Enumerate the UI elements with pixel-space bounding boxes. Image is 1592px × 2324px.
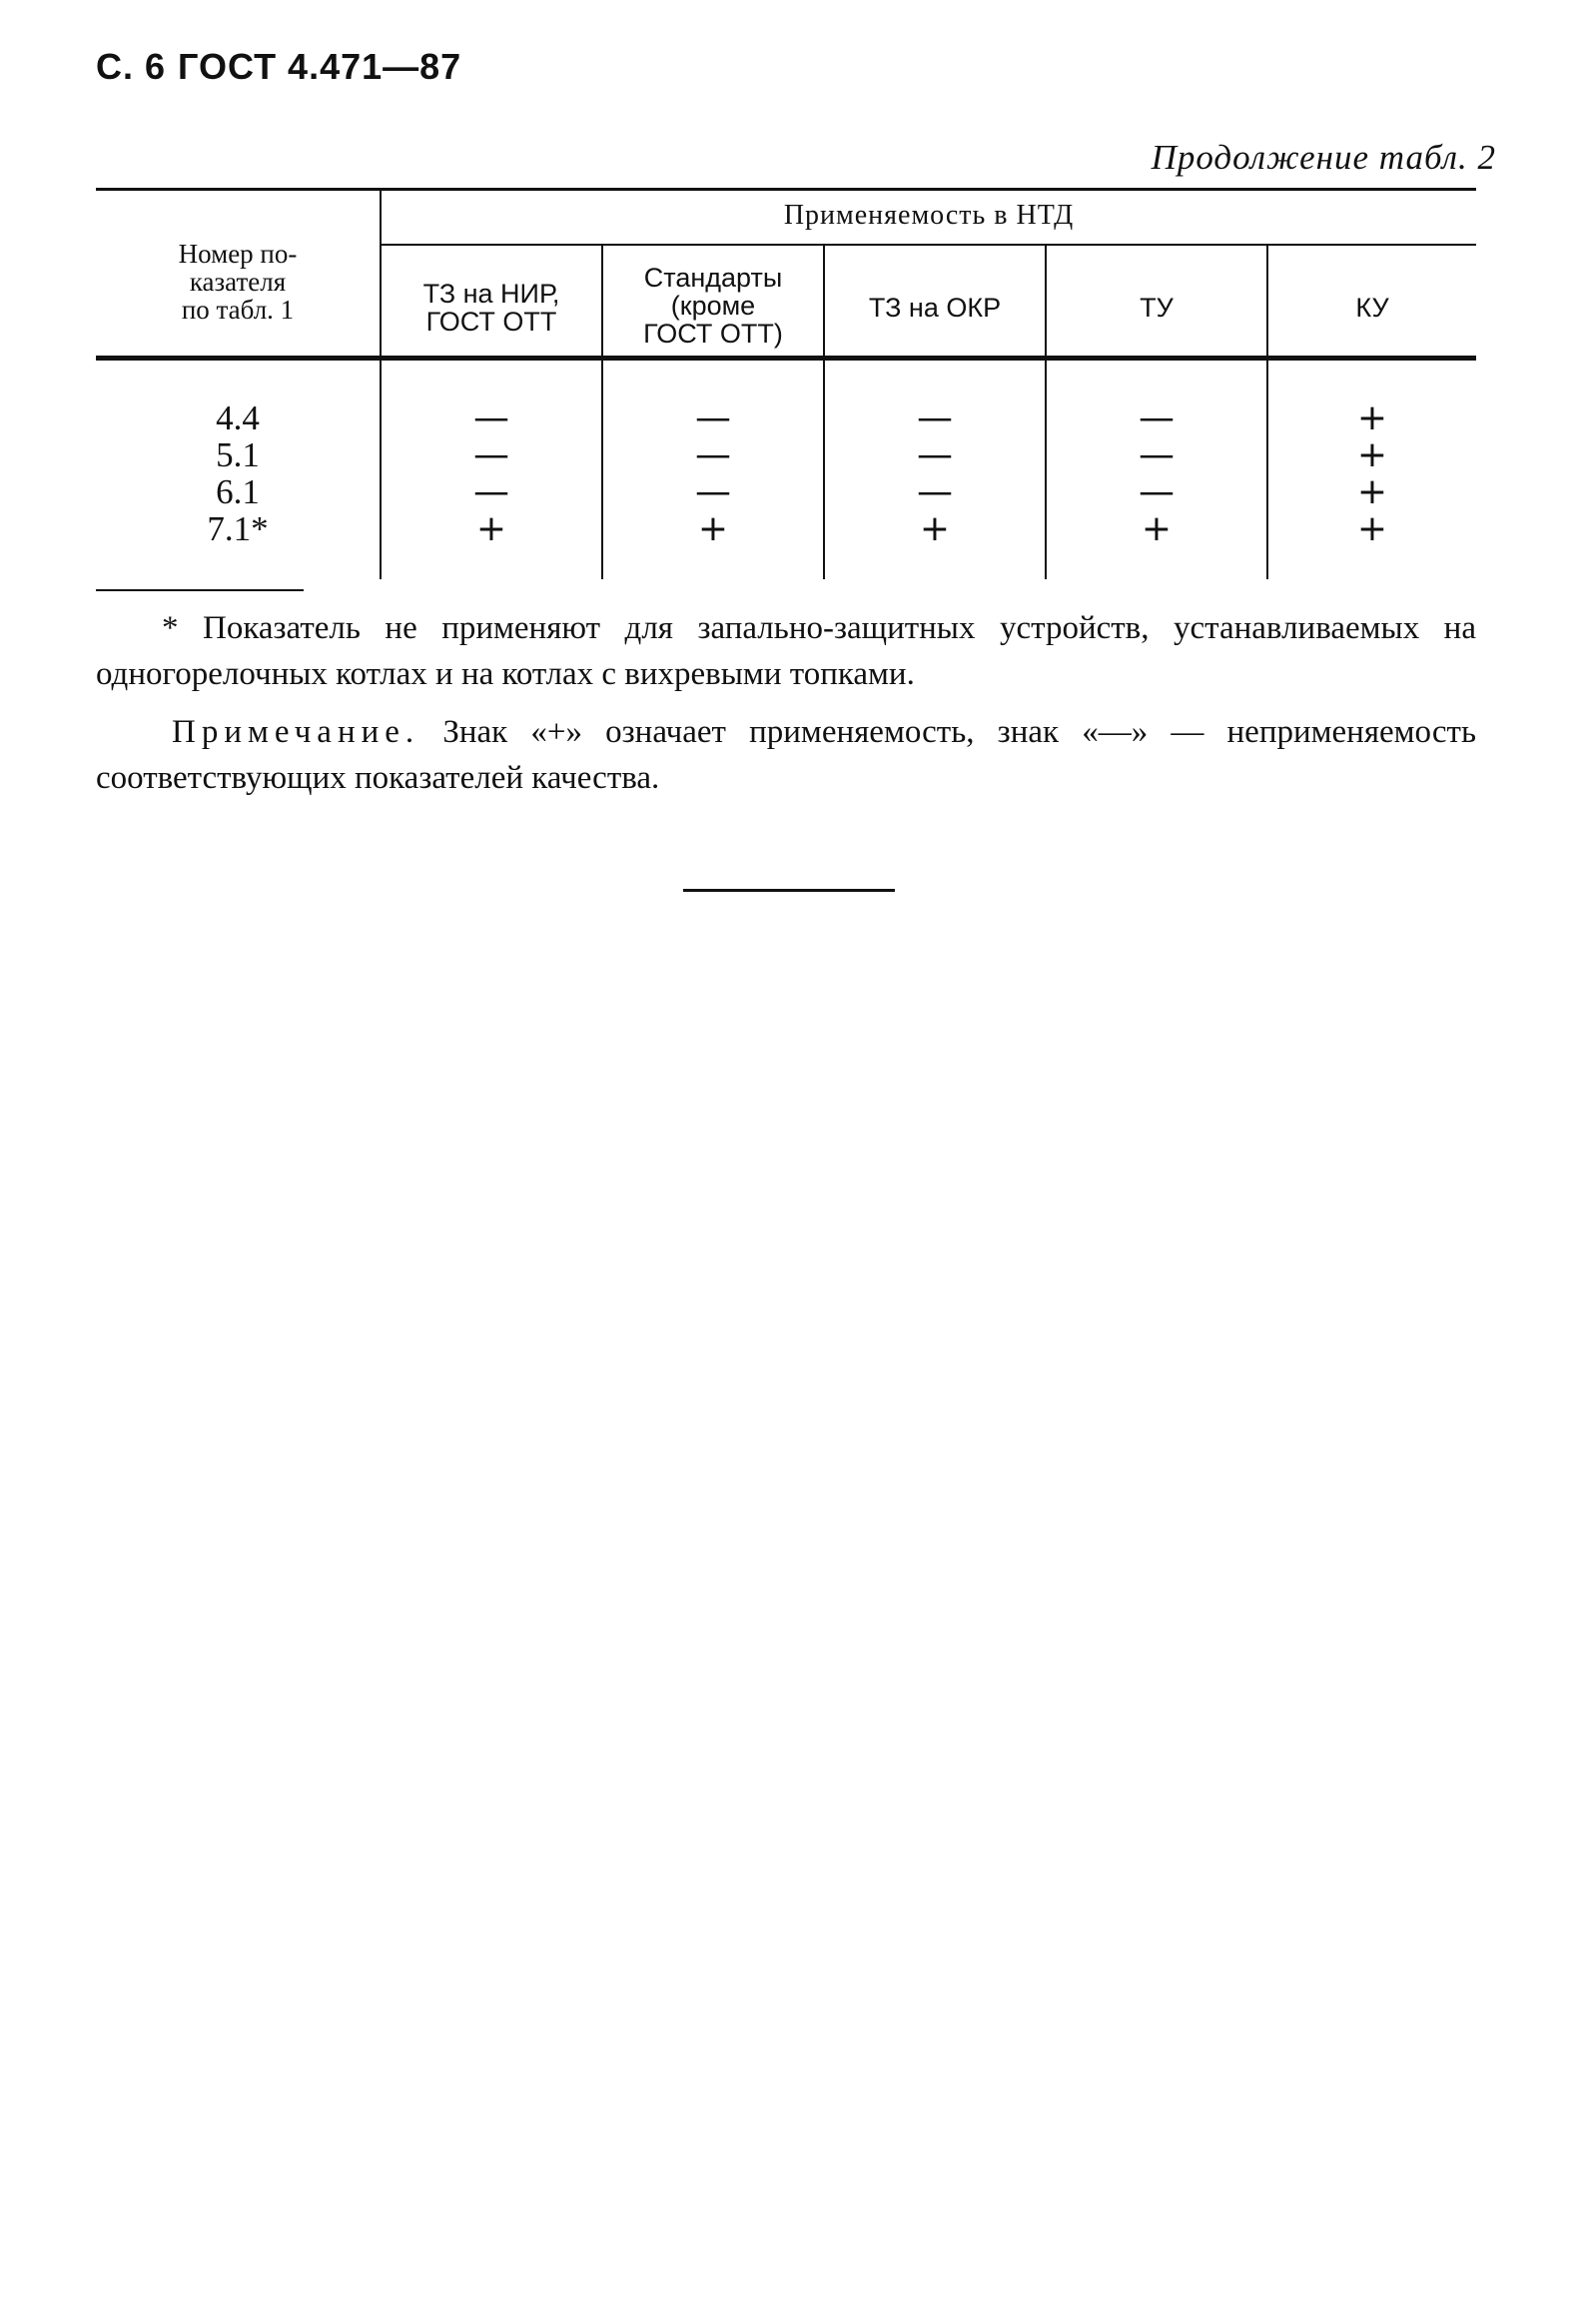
applicability-mark: — (473, 434, 509, 475)
indicator-number: 7.1* (207, 509, 269, 548)
footnote: * Показатель не применяют для запально-защитных устройств, устанавливаемых на одногорелочных котлах и на котлах с вихревыми топками. (96, 610, 1476, 692)
indicator-number: 4.4 (216, 398, 260, 437)
indicator-number-header: Номер по- казателя по табл. 1 (178, 239, 298, 325)
applicability-mark: + (1356, 508, 1388, 549)
column-header: Стандарты (кроме ГОСТ ОТТ) (643, 263, 783, 349)
marks-column-ku (1268, 399, 1476, 547)
applicability-mark: — (917, 434, 953, 475)
applicability-mark: + (475, 508, 507, 549)
footnote-separator (96, 589, 304, 591)
standard-designation: ГОСТ 4.471—87 (178, 46, 462, 87)
marks-column-tz-nir (382, 399, 601, 547)
applicability-mark: + (1141, 508, 1173, 549)
table-top-rule (96, 188, 1476, 191)
end-of-section-rule (683, 889, 895, 892)
column-header: ТУ (1140, 293, 1174, 323)
applicability-group-header: Применяемость в НТД (783, 200, 1075, 231)
applicability-mark: — (473, 397, 509, 438)
column-header: ТЗ на ОКР (868, 293, 1002, 323)
applicability-mark: + (1356, 471, 1388, 512)
applicability-mark: — (917, 397, 953, 438)
page-number: С. 6 (96, 46, 167, 87)
note-text: Знак «+» означает применяемость, знак «—» — неприменяемость соответствующих показателей качества. (96, 714, 1476, 796)
note-label: Примечание. (172, 714, 420, 750)
column-header: ТЗ на НИР, ГОСТ ОТТ (422, 279, 560, 337)
applicability-mark: — (695, 434, 731, 475)
indicator-number-column (96, 399, 380, 547)
column-header: КУ (1355, 293, 1389, 323)
applicability-mark: + (1356, 434, 1388, 475)
applicability-mark: + (1356, 397, 1388, 438)
group-header-rule (380, 244, 1476, 246)
applicability-mark: — (695, 471, 731, 512)
table-continuation-caption: Продолжение табл. 2 (1151, 138, 1496, 177)
page-header (96, 46, 461, 88)
applicability-table (96, 188, 1476, 579)
applicability-mark: + (919, 508, 951, 549)
marks-column-tu (1047, 399, 1266, 547)
applicability-mark: — (695, 397, 731, 438)
applicability-mark: — (1139, 397, 1175, 438)
indicator-number: 5.1 (216, 435, 260, 474)
header-bottom-rule (96, 356, 1476, 361)
applicability-mark: — (917, 471, 953, 512)
applicability-mark: — (1139, 434, 1175, 475)
indicator-number: 6.1 (216, 472, 260, 511)
applicability-mark: — (1139, 471, 1175, 512)
note-paragraph (96, 709, 1476, 801)
marks-column-standards (603, 399, 823, 547)
applicability-mark: + (697, 508, 729, 549)
marks-column-tz-okr (825, 399, 1045, 547)
applicability-mark: — (473, 471, 509, 512)
